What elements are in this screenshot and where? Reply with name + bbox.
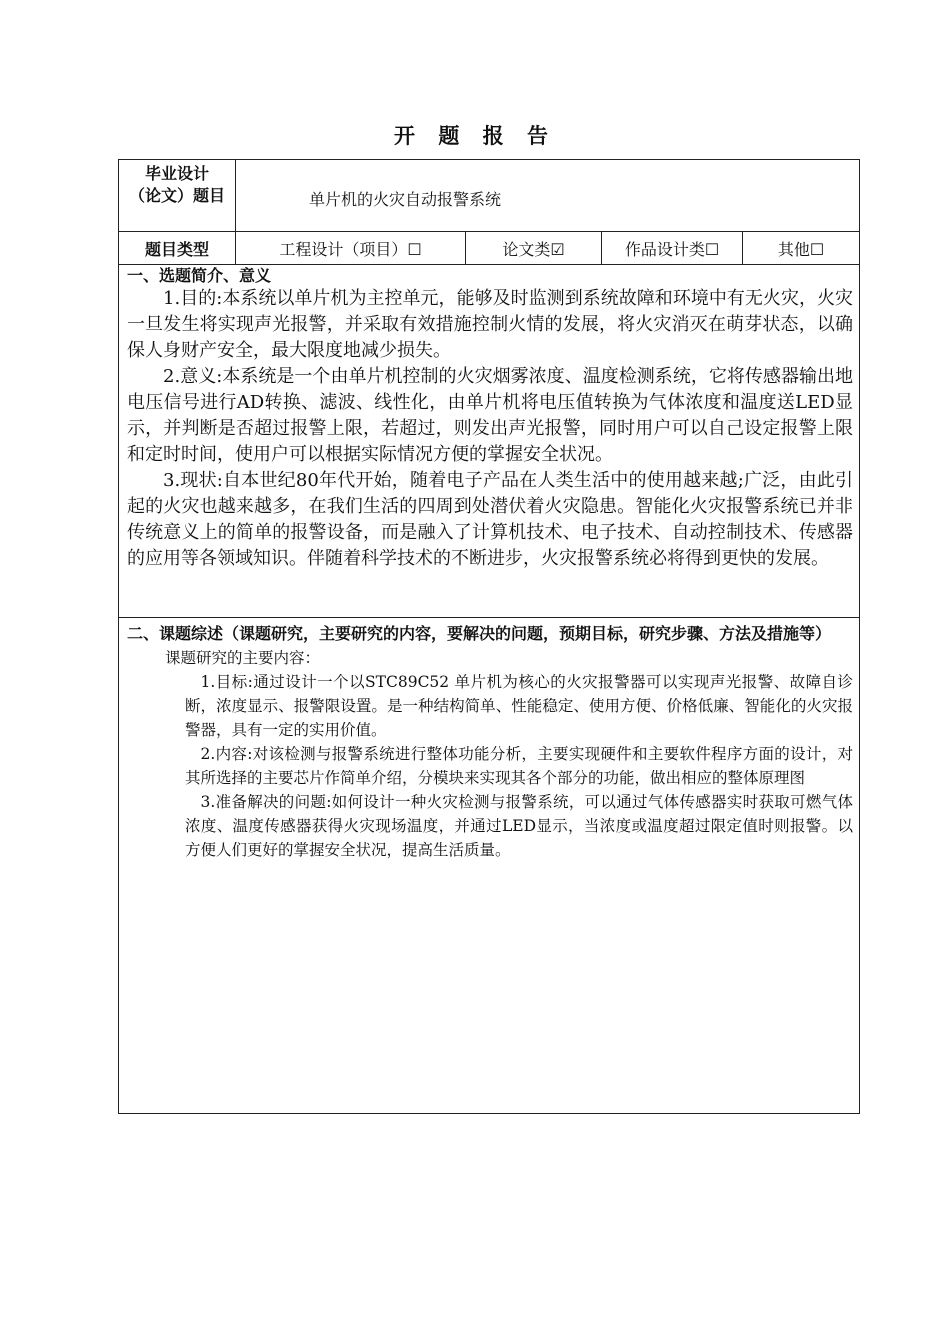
review-problems: 3.准备解决的问题:如何设计一种火灾检测与报警系统，可以通过气体传感器实时获取可燃气体浓度、温度传感器获得火灾现场温度，并通过LED显示，当浓度或温度超过限定值时则报警。以方便人们更好的掌握安全状况，提高生活质量。 xyxy=(185,793,853,859)
report-table xyxy=(118,159,860,1114)
row-divider xyxy=(119,264,859,265)
section1-heading: 一、选题简介、意义 xyxy=(127,266,272,285)
type-option-thesis[interactable]: 论文类☑ xyxy=(502,239,565,259)
review-goal: 1.目标:通过设计一个以STC89C52 单片机为核心的火灾报警器可以实现声光报警、故障自诊断，浓度显示、报警限设置。是一种结构简单、性能稳定、使用方便、价格低廉、智能化的火灾报警器，具有一定的实用价值。 xyxy=(185,673,853,739)
topic-label xyxy=(119,160,235,210)
type-option-work-design[interactable]: 作品设计类☐ xyxy=(624,239,720,259)
topic-value: 单片机的火灾自动报警系统 xyxy=(309,190,502,209)
topic-label-line2: （论文）题目 xyxy=(128,186,225,205)
type-option-other[interactable]: 其他☐ xyxy=(777,239,825,259)
paragraph-significance: 2.意义:本系统是一个由单片机控制的火灾烟雾浓度、温度检测系统，它将传感器输出地电压信号进行AD转换、滤波、线性化，由单片机将电压值转换为气体浓度和温度送LED显示，并判断是否超过报警上限，若超过，则发出声光报警，同时用户可以自己设定报警上限和定时时间，使用户可以根据实际情况方便的掌握安全状况。 xyxy=(127,366,853,465)
review-intro: 课题研究的主要内容： xyxy=(165,649,321,667)
row-divider xyxy=(119,617,859,618)
type-option-engineering[interactable]: 工程设计（项目）☐ xyxy=(279,239,422,259)
paragraph-purpose: 1.目的:本系统以单片机为主控单元，能够及时监测到系统故障和环境中有无火灾，火灾一旦发生将实现声光报警，并采取有效措施控制火情的发展，将火灾消灭在萌芽状态，以确保人身财产安全，最大限度地减少损失。 xyxy=(127,288,853,361)
page-title: 开 题 报 告 xyxy=(394,123,556,148)
review-content: 2.内容:对该检测与报警系统进行整体功能分析，主要实现硬件和主要软件程序方面的设计，对其所选择的主要芯片作简单介绍，分模块来实现其各个部分的功能，做出相应的整体原理图 xyxy=(185,745,853,787)
paragraph-status: 3.现状:自本世纪80年代开始，随着电子产品在人类生活中的使用越来越;广泛，由此引起的火灾也越来越多，在我们生活的四周到处潜伏着火灾隐患。智能化火灾报警系统已并非传统意义上的简单的报警设备，而是融入了计算机技术、电子技术、自动控制技术、传感器的应用等各领域知识。伴随着科学技术的不断进步，火灾报警系统必将得到更快的发展。 xyxy=(127,470,853,569)
section-review xyxy=(127,624,853,862)
section2-heading: 二、课题综述（课题研究，主要研究的内容，要解决的问题，预期目标，研究步骤、方法及措施等） xyxy=(127,624,832,643)
type-label: 题目类型 xyxy=(144,239,209,259)
topic-label-line1: 毕业设计 xyxy=(144,164,209,183)
section-intro xyxy=(127,266,853,572)
